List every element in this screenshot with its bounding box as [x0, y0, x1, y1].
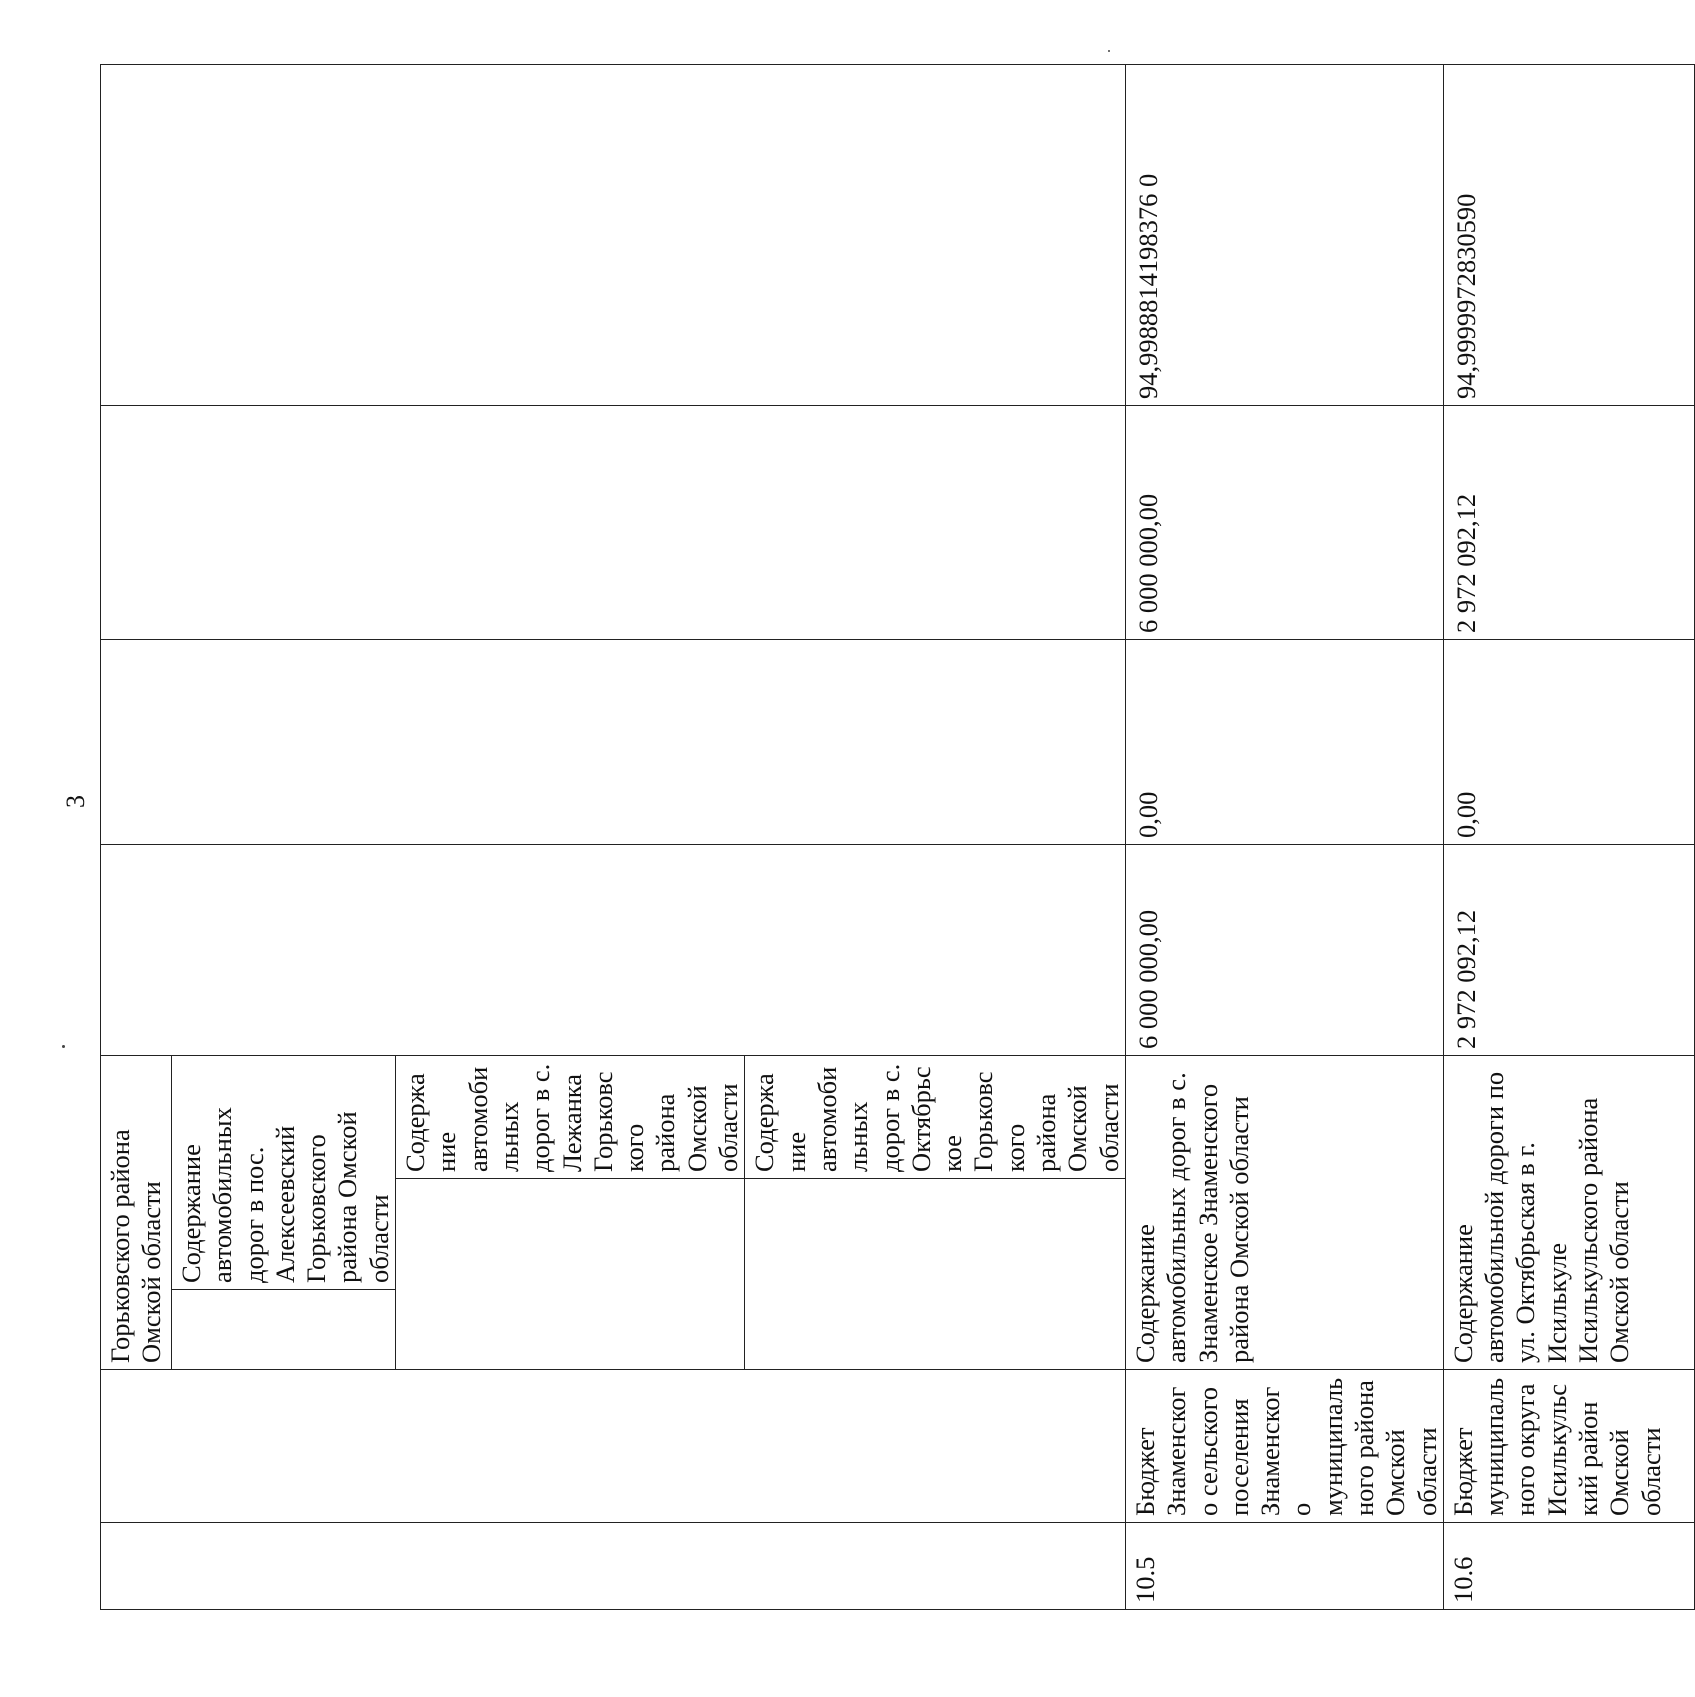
budget-cell: [101, 1370, 1126, 1523]
budget-cell: Бюджет Знаменского сельского поселения Знаменского муниципального района Омской области: [1125, 1370, 1443, 1523]
amount-2-cell: 0,00: [1443, 639, 1694, 844]
page-number: 3: [61, 795, 90, 808]
table-row: [1125, 64, 1443, 1609]
percent-cell: 94,9988814198376 0: [1125, 64, 1443, 405]
budget-table: [100, 64, 1695, 1610]
scan-artifact-dot: [1108, 50, 1110, 52]
sub-item-description: Содержание автомобильных дорог в с. Лежанка Горьковского района Омской области: [396, 1055, 745, 1178]
budget-cell: Бюджет муниципального округа Исилькульский район Омской области: [1443, 1370, 1694, 1523]
description-cell: Содержание автомобильной дороги по ул. Октябрьская в г. Исилькуле Исилькульского района Омской области: [1443, 1055, 1694, 1369]
amount-2-cell: 0,00: [1125, 639, 1443, 844]
row-number-cell: 10.6: [1443, 1523, 1694, 1610]
percent-cell: [101, 64, 1126, 405]
table-row: [1443, 64, 1694, 1609]
sub-item-description: Содержание автомобильных дорог в пос. Алексеевский Горьковского района Омской области: [172, 1055, 396, 1289]
amount-2-cell: [101, 639, 1126, 844]
description-cell-continued: Горьковского района Омской области: [101, 1055, 172, 1369]
amount-1-cell: 2 972 092,12: [1443, 844, 1694, 1055]
rotated-table-wrapper: [100, 65, 1666, 1610]
description-cell: Содержание автомобильных дорог в с. Знаменское Знаменского района Омской области: [1125, 1055, 1443, 1369]
amount-3-cell: 6 000 000,00: [1125, 405, 1443, 639]
table-row-top: [101, 64, 172, 1609]
amount-3-cell: [101, 405, 1126, 639]
sub-item-description: Содержание автомобильных дорог в с. Октябрьское Горьковского района Омской области: [745, 1055, 1126, 1178]
amount-1-cell: 6 000 000,00: [1125, 844, 1443, 1055]
percent-cell: 94,9999972830590: [1443, 64, 1694, 405]
row-number-cell: 10.5: [1125, 1523, 1443, 1610]
amount-3-cell: 2 972 092,12: [1443, 405, 1694, 639]
row-number-cell: [101, 1523, 1126, 1610]
amount-1-cell: [101, 844, 1126, 1055]
scan-artifact-dot: [62, 1045, 65, 1048]
